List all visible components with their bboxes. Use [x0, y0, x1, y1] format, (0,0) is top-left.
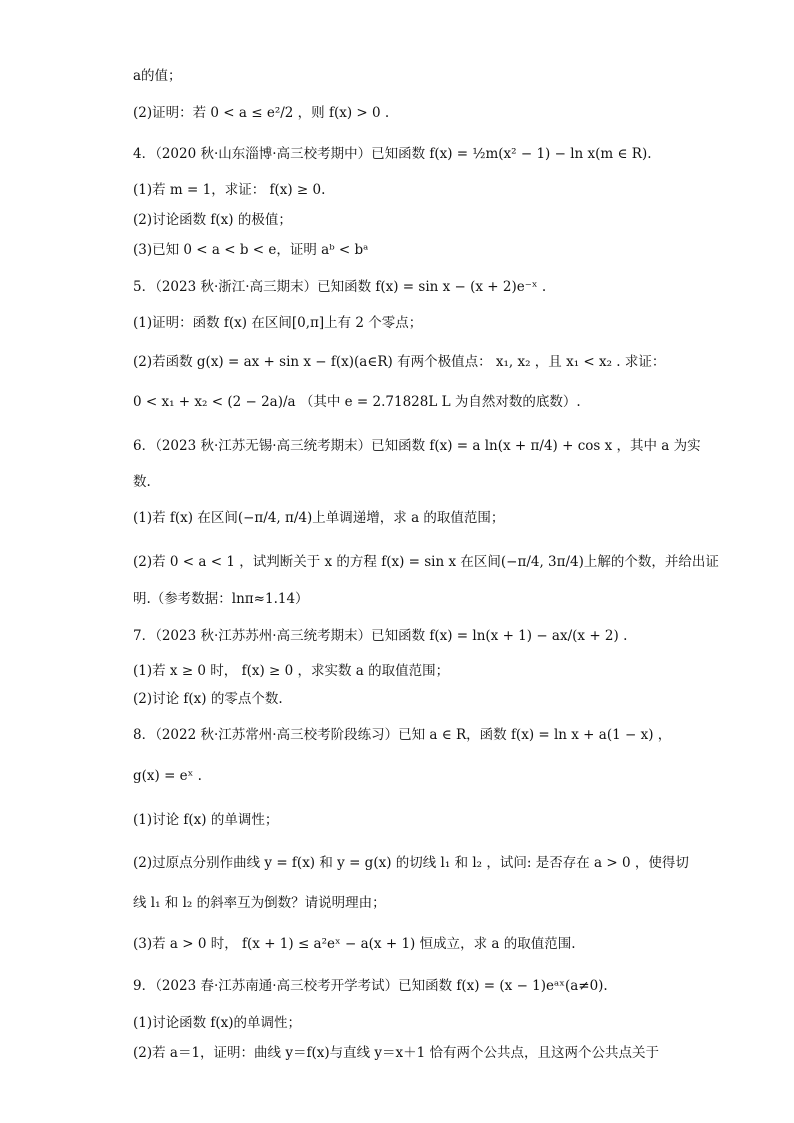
line: (1)讨论 f(x) 的单调性；: [133, 812, 279, 828]
line: (1)讨论函数 f(x)的单调性；: [133, 1015, 302, 1031]
line: (2)若 0 < a < 1 ，试判断关于 x 的方程 f(x) = sin x 在区间(−π/4, 3π/4)上解的个数，并给出证: [133, 554, 719, 570]
line: (2)讨论函数 f(x) 的极值；: [133, 212, 292, 228]
line: 0 < x₁ + x₂ < (2 − 2a)/a （其中 e = 2.71828L L 为自然对数的底数）.: [133, 394, 581, 410]
line: (1)若 x ≥ 0 时， f(x) ≥ 0 ，求实数 a 的取值范围；: [133, 663, 450, 679]
line: 明.（参考数据：lnπ≈1.14）: [133, 591, 309, 607]
line: (1)证明：函数 f(x) 在区间[0,π]上有 2 个零点；: [133, 315, 423, 331]
line: (2)讨论 f(x) 的零点个数.: [133, 691, 283, 707]
line: (2)若函数 g(x) = ax + sin x − f(x)(a∈R) 有两个极值点： x₁, x₂ ，且 x₁ < x₂ . 求证：: [133, 354, 666, 370]
problem-7-statement: 7．（2023 秋·江苏苏州·高三统考期末）已知函数 f(x) = ln(x + 1) − ax/(x + 2) .: [133, 628, 628, 644]
line: g(x) = eˣ .: [133, 768, 202, 784]
line: (2)过原点分别作曲线 y = f(x) 和 y = g(x) 的切线 l₁ 和 l₂ ，试问: 是否存在 a > 0 ，使得切: [133, 855, 689, 871]
problem-4-statement: 4．（2020 秋·山东淄博·高三校考期中）已知函数 f(x) = ½m(x² − 1) − ln x(m ∈ R).: [133, 146, 652, 162]
line: (2)若 a＝1，证明：曲线 y＝f(x)与直线 y＝x＋1 恰有两个公共点，且这两个公共点关于: [133, 1045, 660, 1061]
line: 数.: [133, 474, 151, 490]
line: a的值；: [133, 68, 182, 84]
problem-6-statement: 6．（2023 秋·江苏无锡·高三统考期末）已知函数 f(x) = a ln(x + π/4) + cos x ，其中 a 为实: [133, 438, 701, 454]
problem-5-statement: 5．（2023 秋·浙江·高三期末）已知函数 f(x) = sin x − (x + 2)e⁻ˣ .: [133, 279, 547, 295]
problem-9-statement: 9．（2023 春·江苏南通·高三校考开学考试）已知函数 f(x) = (x − 1)eᵃˣ(a≠0).: [133, 978, 608, 994]
problem-8-statement: 8．（2022 秋·江苏常州·高三校考阶段练习）已知 a ∈ R，函数 f(x) = ln x + a(1 − x) ，: [133, 727, 672, 743]
line: (3)已知 0 < a < b < e，证明 aᵇ < bᵃ: [133, 242, 369, 258]
line: (1)若 f(x) 在区间(−π/4, π/4)上单调递增，求 a 的取值范围；: [133, 510, 505, 526]
line: (2)证明：若 0 < a ≤ e²/2 ，则 f(x) > 0 .: [133, 105, 390, 121]
line: (3)若 a > 0 时， f(x + 1) ≤ a²eˣ − a(x + 1) 恒成立，求 a 的取值范围.: [133, 936, 576, 952]
line: 线 l₁ 和 l₂ 的斜率互为倒数？请说明理由；: [133, 895, 386, 911]
line: (1)若 m = 1，求证： f(x) ≥ 0.: [133, 182, 326, 198]
